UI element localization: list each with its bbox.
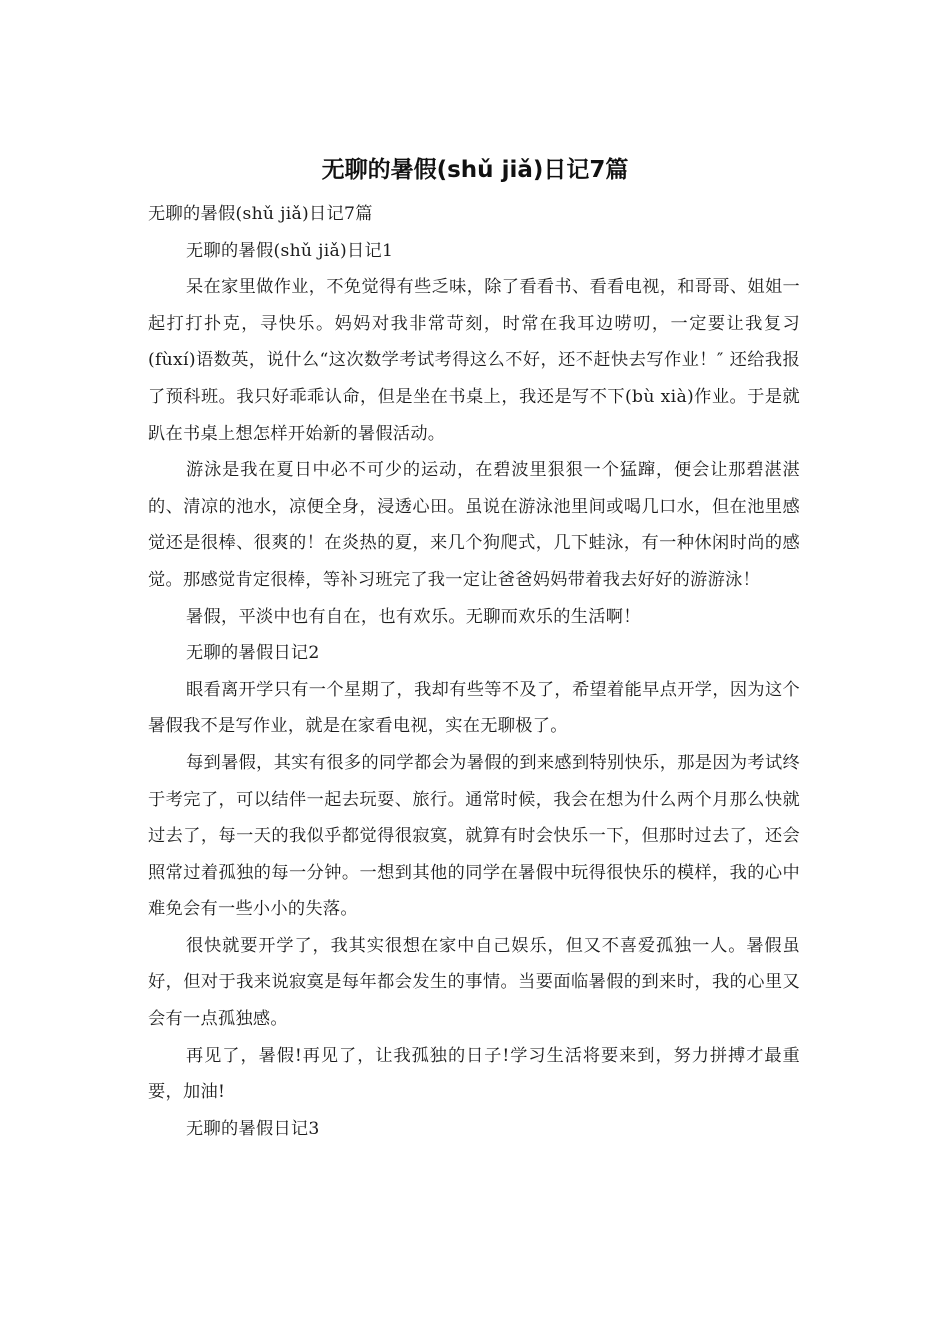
paragraph: 暑假，平淡中也有自在，也有欢乐。无聊而欢乐的生活啊！ bbox=[186, 606, 641, 627]
paragraph: 呆在家里做作业，不免觉得有些乏味，除了看看书、看看电视，和哥哥、姐姐一起打打扑克，寻快乐。妈妈对我非常苛刻，时常在我耳边唠叨，一定要让我复习(fùxí)语数英，说什么“这次数学考试考得这么不好，还不赶快去写作业！″ 还给我报了预科班。我只好乖乖认命，但是坐在书桌上，我还是写不下(bù xià)作业。于是就趴在书桌上想怎样开始新的暑假活动。 bbox=[148, 277, 800, 444]
diary-heading-1: 无聊的暑假(shǔ jiǎ)日记1 bbox=[186, 240, 394, 261]
document-title: 无聊的暑假(shǔ jiǎ)日记7篇 bbox=[321, 157, 629, 183]
paragraph: 很快就要开学了，我其实很想在家中自己娱乐，但又不喜爱孤独一人。暑假虽好，但对于我来说寂寞是每年都会发生的事情。当要面临暑假的到来时，我的心里又会有一点孤独感。 bbox=[148, 935, 800, 1030]
document-body bbox=[148, 196, 800, 1147]
diary-heading-3: 无聊的暑假日记3 bbox=[186, 1118, 320, 1139]
document-subtitle: 无聊的暑假(shǔ jiǎ)日记7篇 bbox=[148, 204, 373, 224]
paragraph: 每到暑假，其实有很多的同学都会为暑假的到来感到特别快乐，那是因为考试终于考完了，可以结伴一起去玩耍、旅行。通常时候，我会在想为什么两个月那么快就过去了，每一天的我似乎都觉得很寂寞，就算有时会快乐一下，但那时过去了，还会照常过着孤独的每一分钟。一想到其他的同学在暑假中玩得很快乐的模样，我的心中难免会有一些小小的失落。 bbox=[148, 752, 800, 920]
paragraph: 眼看离开学只有一个星期了，我却有些等不及了，希望着能早点开学，因为这个暑假我不是写作业，就是在家看电视，实在无聊极了。 bbox=[148, 679, 800, 737]
paragraph: 游泳是我在夏日中必不可少的运动，在碧波里狠狠一个猛蹿，便会让那碧湛湛的、清凉的池水，凉便全身，浸透心田。虽说在游泳池里间或喝几口水，但在池里感觉还是很棒、很爽的！在炎热的夏，来几个狗爬式，几下蛙泳，有一种休闲时尚的感觉。那感觉肯定很棒，等补习班完了我一定让爸爸妈妈带着我去好好的游游泳！ bbox=[148, 460, 800, 590]
diary-heading-2: 无聊的暑假日记2 bbox=[186, 643, 320, 664]
paragraph: 再见了，暑假!再见了，让我孤独的日子!学习生活将要来到，努力拼搏才最重要，加油! bbox=[148, 1045, 800, 1103]
